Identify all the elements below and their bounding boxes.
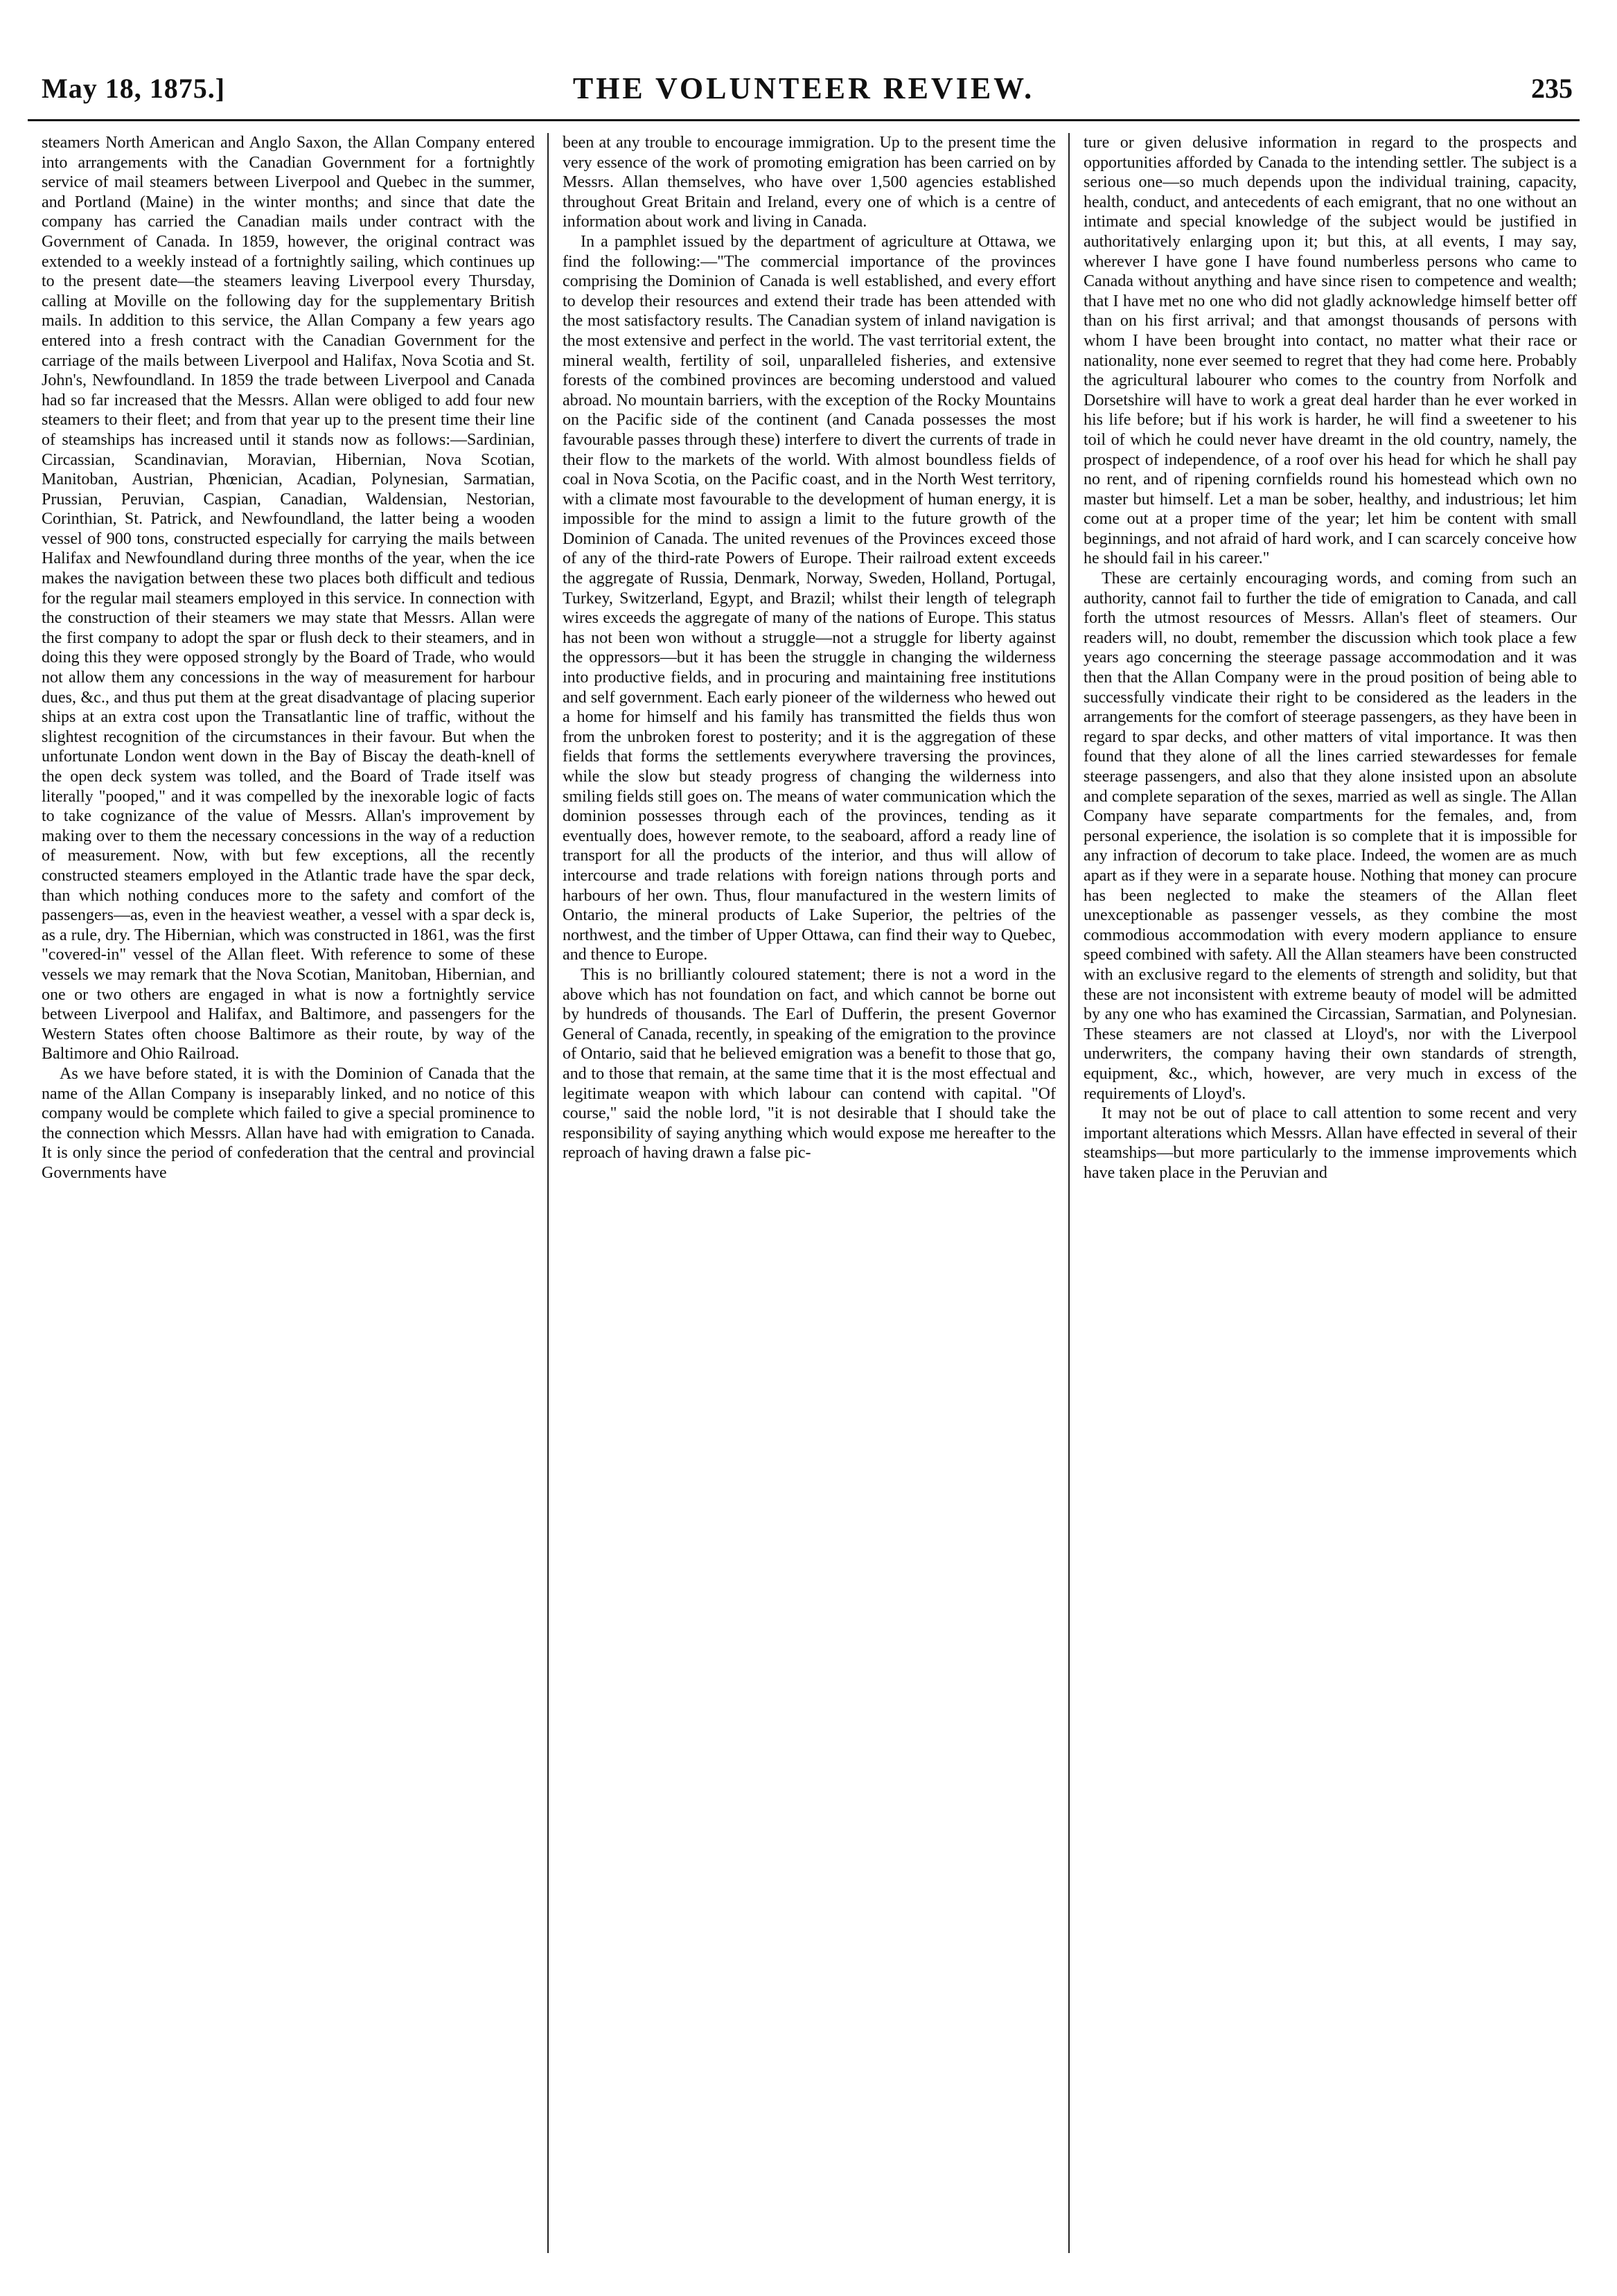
newspaper-page — [28, 15, 1580, 2281]
text-column-3 — [1084, 133, 1577, 2253]
publication-title: THE VOLUNTEER REVIEW. — [572, 71, 1035, 105]
paragraph: In a pamphlet issued by the department of agriculture at Ottawa, we find the following:—"The commercial importance of the provinces comprising the Dominion of Canada is well established, and every effort to develop their resources and extend their trade has been attended with the most satisfactory results. The Canadian system of inland navigation is the most extensive and perfect in the world. The vast territorial extent, the mineral wealth, fertility of soil, unparalleled fisheries, and extensive forests of the combined provinces are becoming understood and valued abroad. No mountain barriers, with the exception of the Rocky Mountains on the Pacific side of the continent (and Canada possesses the most favourable passes through these) interfere to divert the currents of trade in their flow to the markets of the world. With almost boundless fields of coal in Nova Scotia, on the Pacific coast, and in the North West territory, with a climate most favourable to the development of human energy, it is impossible for the mind to assign a limit to the future growth of the Dominion of Canada. The united revenues of the Provinces exceed those of any of the third-rate Powers of Europe. Their railroad extent exceeds the aggregate of Russia, Denmark, Norway, Sweden, Holland, Portugal, Turkey, Switzerland, Egypt, and Brazil; whilst their length of telegraph wires exceeds the aggregate of many of the nations of Europe. This status has not been won without a struggle—not a struggle for liberty against the oppressors—but it has been the struggle in changing the wilderness into productive fields, and in procuring and maintaining free institutions and self government. Each early pioneer of the wilderness who hewed out a home for himself and his family has transmitted the fields thus won from the unbroken forest to posterity; and it is the aggregation of these fields that forms the settlements everywhere traversing the provinces, while the slow but steady progress of changing the wilderness into smiling fields still goes on. The means of water communication which the dominion possesses through each of the provinces, tending as it eventually does, however remote, to the seaboard, afford a ready line of transport for all the products of the interior, and thus will allow of intercourse and trade relations with foreign nations through ports and harbours of her own. Thus, flour manufactured in the western limits of Ontario, the mineral products of Lake Superior, the peltries of the northwest, and the timber of Upper Ottawa, can find their way to Quebec, and thence to Europe. — [563, 232, 1056, 964]
paragraph: been at any trouble to encourage immigration. Up to the present time the very essence of the work of promoting emigration has been carried on by Messrs. Allan themselves, who have over 1,500 agencies established throughout Great Britain and Ireland, every one of which is a centre of information about work and living in Canada. — [563, 134, 1056, 231]
column-divider — [1068, 133, 1070, 2253]
text-column-2 — [563, 133, 1056, 2253]
paragraph: ture or given delusive information in regard to the prospects and opportunities afforded by Canada to the intending settler. The subject is a serious one—so much depends upon the individual training, capacity, health, conduct, and antecedents of each emigrant, that no one without an intimate and special knowledge of the subject would be justified in authoritatively enlarging upon it; but this, at all events, I may say, wherever I have gone I have found numberless persons who came to Canada without anything and have since risen to competence and wealth; that I have met no one who did not gladly acknowledge himself better off than on his first arrival; and that amongst thousands of persons with whom I have been brought into contact, no matter what their race or nationality, none ever seemed to regret that they had come here. Probably the agricultural labourer who comes to the country from Norfolk and Dorsetshire will have to work a great deal harder than he ever worked in his life before; but if his work is harder, he will find a sweetener to his toil of which he could never have dreamt in the old country, namely, the prospect of independence, of a roof over his head for which he shall pay no rent, and of ripening cornfields round his homestead which own no master but himself. Let a man be sober, healthy, and industrious; let him come out at a proper time of the year; let him be content with small beginnings, and not afraid of hard work, and I can scarcely conceive how he should fail in his career." — [1084, 134, 1577, 568]
page-header — [28, 15, 1580, 121]
paragraph: steamers North American and Anglo Saxon, the Allan Company entered into arrangements with the Canadian Government for a fortnightly service of mail steamers between Liverpool and Quebec in the summer, and Portland (Maine) in the winter months; and since that date the company has carried the Canadian mails under contract with the Government of Canada. In 1859, however, the original contract was extended to a weekly instead of a fortnightly sailing, which continues up to the present date—the steamers leaving Liverpool every Thursday, calling at Moville on the following day for the supplementary British mails. In addition to this service, the Allan Company a few years ago entered into a fresh contract with the Canadian Government for the carriage of the mails between Liverpool and Halifax, Nova Scotia and St. John's, Newfoundland. In 1859 the trade between Liverpool and Canada had so far increased that the Messrs. Allan were obliged to add four new steamers to their fleet; and from that year up to the present time their line of steamships has increased until it stands now as follows:—Sardinian, Circassian, Scandinavian, Moravian, Hibernian, Nova Scotian, Manitoban, Austrian, Phœnician, Acadian, Polynesian, Sarmatian, Prussian, Peruvian, Caspian, Canadian, Waldensian, Nestorian, Corinthian, St. Patrick, and Newfoundland, the latter being a wooden vessel of 900 tons, constructed especially for carrying the mails between Halifax and Newfoundland during three months of the year, when the ice makes the navigation between these two places both difficult and tedious for the regular mail steamers employed in this service. In connection with the construction of their steamers we may state that Messrs. Allan were the first company to adopt the spar or flush deck to their steamers, and in doing this they were opposed strongly by the Board of Trade, who would not allow them any concessions in the way of measurement for harbour dues, &c., and thus put them at the great disadvantage of placing superior ships at an extra cost upon the Transatlantic line of traffic, without the slightest recognition of the circumstances in their favour. But when the unfortunate London went down in the Bay of Biscay the death-knell of the open deck system was tolled, and the Board of Trade itself was literally "pooped," and it was compelled by the inexorable logic of facts to take cognizance of the value of Messrs. Allan's improvement by making over to them the necessary concessions in the way of a reduction of measurement. Now, with but few exceptions, all the recently constructed steamers employed in the Atlantic trade have the spar deck, than which nothing conduces more to the safety and comfort of the passengers—as, even in the heaviest weather, a vessel with a spar deck is, as a rule, dry. The Hibernian, which was constructed in 1861, was the first "covered-in" vessel of the Allan fleet. With reference to some of these vessels we may remark that the Nova Scotian, Manitoban, Hibernian, and one or two others are engaged in what is now a fortnightly service between Liverpool and Halifax, and Baltimore, and passengers for the Western States often choose Baltimore as their route, by way of the Baltimore and Ohio Railroad. — [42, 134, 535, 1063]
text-column-1 — [42, 133, 535, 2253]
paragraph: As we have before stated, it is with the Dominion of Canada that the name of the Allan Company is inseparably linked, and no notice of this company would be complete which failed to give a special prominence to the connection which Messrs. Allan have had with emigration to Canada. It is only since the period of confederation that the central and provincial Governments have — [42, 1064, 535, 1182]
paragraph: These are certainly encouraging words, and coming from such an authority, cannot fail to further the tide of emigration to Canada, and call forth the utmost resources of Messrs. Allan's fleet of steamers. Our readers will, no doubt, remember the discussion which took place a few years ago concerning the steerage passage accommodation and it was then that the Allan Company were in the proud position of being able to successfully vindicate their right to be considered as the leaders in the arrangements for the comfort of steerage passengers, as they have been in regard to spar decks, and other matters of vital importance. It was then found that they alone of all the lines carried stewardesses for female steerage passengers, and also that they alone insisted upon an absolute and complete separation of the sexes, married as well as single. The Allan Company have separate compartments for the females, and, from personal experience, the isolation is so complete that it is impossible for any infraction of decorum to take place. Indeed, the women are as much apart as if they were in a separate house. Nothing that money can procure has been neglected to make the steamers of the Allan fleet unexceptionable as passenger vessels, as they combine the most commodious accommodation with every modern appliance to ensure speed combined with safety. All the Allan steamers have been constructed with an exclusive regard to the elements of strength and solidity, but that these are not inconsistent with extreme beauty of model will be admitted by any one who has examined the Circassian, Sarmatian, and Polynesian. These steamers are not classed at Lloyd's, nor with the Liverpool underwriters, the company having their own standards of strength, equipment, &c., which, however, are very much in excess of the requirements of Lloyd's. — [1084, 569, 1577, 1103]
paragraph: This is no brilliantly coloured statement; there is not a word in the above which has not foundation on fact, and which cannot be borne out by hundreds of thousands. The Earl of Dufferin, the present Governor General of Canada, recently, in speaking of the emigration to the province of Ontario, said that he believed emigration was a benefit to those that go, and to those that remain, at the same time that it is the most effectual and legitimate weapon with which labour can contend with capital. "Of course," said the noble lord, "it is not desirable that I should take the responsibility of saying anything which would expose me hereafter to the reproach of having drawn a false pic- — [563, 965, 1056, 1163]
page-number: 235 — [1531, 73, 1573, 104]
column-divider — [547, 133, 549, 2253]
issue-date: May 18, 1875.] — [42, 73, 226, 104]
paragraph: It may not be out of place to call attention to some recent and very important alterations which Messrs. Allan have effected in several of their steamships—but more particularly to the immense improvements which have taken place in the Peruvian and — [1084, 1104, 1577, 1182]
